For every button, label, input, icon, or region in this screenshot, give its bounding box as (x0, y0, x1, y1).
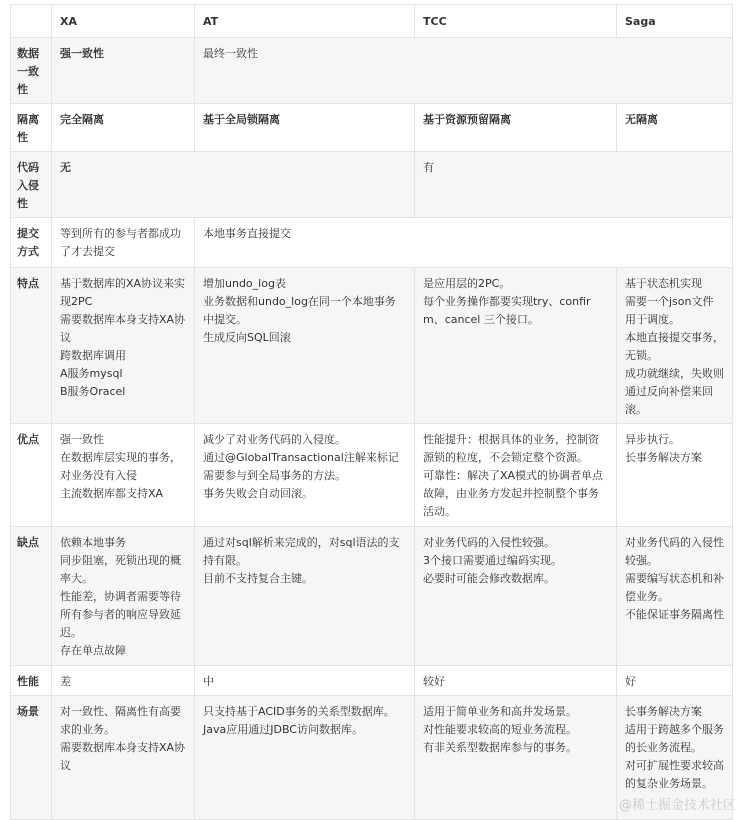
features-saga-line: 本地直接提交事务，无锁。 (625, 331, 724, 362)
row-label-commit: 提交方式 (11, 218, 52, 268)
header-corner (11, 5, 52, 38)
cons-xa-line: 存在单点故障 (60, 644, 126, 657)
intrusion-tcc-saga: 有 (415, 152, 733, 218)
cons-saga-line: 不能保证事务隔离性 (625, 608, 724, 621)
row-label-performance: 性能 (11, 666, 52, 696)
features-tcc (415, 268, 617, 424)
row-intrusion (11, 152, 733, 218)
header-tcc: TCC (415, 5, 617, 38)
row-label-pros: 优点 (11, 424, 52, 527)
header-row (11, 5, 733, 38)
features-saga-line: 成功就继续，失败则通过反向补偿来回滚。 (625, 367, 724, 416)
watermark: @稀土掘金技术社区 (618, 798, 736, 813)
features-tcc-line: 是应用层的2PC。 (423, 277, 511, 290)
row-commit (11, 218, 733, 268)
pros-at-line: 减少了对业务代码的入侵度。 (203, 433, 346, 446)
scenarios-tcc-line: 对性能要求较高的短业务流程。 (423, 723, 577, 736)
cons-tcc-line: 对业务代码的入侵性较强。 (423, 536, 555, 549)
pros-saga-line: 长事务解决方案 (625, 451, 702, 464)
performance-saga: 好 (617, 666, 733, 696)
features-xa-line: B服务Oracel (60, 385, 126, 398)
pros-xa-line: 强一致性 (60, 433, 104, 446)
scenarios-tcc-line: 适用于简单业务和高并发场景。 (423, 705, 577, 718)
intrusion-xa-at: 无 (52, 152, 415, 218)
consistency-xa: 强一致性 (52, 38, 195, 104)
pros-tcc-line: 可靠性：解决了XA模式的协调者单点故障，由业务方发起并控制整个事务活动。 (423, 469, 604, 518)
cons-tcc (415, 527, 617, 666)
pros-xa (52, 424, 195, 527)
cons-at-line: 目前不支持复合主键。 (203, 572, 313, 585)
scenarios-xa-line: 对一致性、隔离性有高要求的业务。 (60, 705, 181, 736)
row-label-features: 特点 (11, 268, 52, 424)
cons-xa-line: 性能差，协调者需要等待所有参与者的响应导致延迟。 (60, 590, 181, 639)
pros-saga (617, 424, 733, 527)
scenarios-saga-line: 适用于跨越多个服务的长业务流程。 (625, 723, 724, 754)
performance-at: 中 (195, 666, 415, 696)
pros-xa-line: 主流数据库都支持XA (60, 487, 164, 500)
row-label-intrusion: 代码入侵性 (11, 152, 52, 218)
scenarios-tcc-line: 有非关系型数据库参与的事务。 (423, 741, 577, 754)
features-tcc-line: 每个业务操作都要实现try、confirm、cancel 三个接口。 (423, 295, 591, 326)
commit-xa: 等到所有的参与者都成功了才去提交 (52, 218, 195, 268)
header-saga: Saga (617, 5, 733, 38)
performance-tcc: 较好 (415, 666, 617, 696)
scenarios-xa (52, 696, 195, 820)
features-xa-line: 需要数据库本身支持XA协议 (60, 313, 186, 344)
pros-saga-line: 异步执行。 (625, 433, 680, 446)
features-saga-line: 基于状态机实现 (625, 277, 702, 290)
commit-others: 本地事务直接提交 (195, 218, 733, 268)
performance-xa: 差 (52, 666, 195, 696)
scenarios-saga-line: 对可扩展性要求较高的复杂业务场景。 (625, 759, 724, 790)
isolation-at: 基于全局锁隔离 (195, 104, 415, 152)
pros-tcc-line: 性能提升：根据具体的业务，控制资源锁的粒度，不会锁定整个资源。 (423, 433, 599, 464)
scenarios-at-line: Java应用通过JDBC访问数据库。 (203, 723, 363, 736)
cons-saga (617, 527, 733, 666)
scenarios-at-line: 只支持基于ACID事务的关系型数据库。 (203, 705, 395, 718)
isolation-xa: 完全隔离 (52, 104, 195, 152)
scenarios-saga-line: 长事务解决方案 (625, 705, 702, 718)
pros-at (195, 424, 415, 527)
cons-saga-line: 需要编写状态机和补偿业务。 (625, 572, 724, 603)
row-label-cons: 缺点 (11, 527, 52, 666)
cons-saga-line: 对业务代码的入侵性较强。 (625, 536, 724, 567)
cons-tcc-line: 3个接口需要通过编码实现。 (423, 554, 562, 567)
row-performance (11, 666, 733, 696)
header-at: AT (195, 5, 415, 38)
scenarios-xa-line: 需要数据库本身支持XA协议 (60, 741, 186, 772)
isolation-saga: 无隔离 (617, 104, 733, 152)
header-xa: XA (52, 5, 195, 38)
features-xa-line: 基于数据库的XA协议来实现2PC (60, 277, 186, 308)
features-xa (52, 268, 195, 424)
scenarios-tcc (415, 696, 617, 820)
features-xa-line: 跨数据库调用 (60, 349, 126, 362)
row-isolation (11, 104, 733, 152)
features-saga (617, 268, 733, 424)
cons-tcc-line: 必要时可能会修改数据库。 (423, 572, 555, 585)
scenarios-at (195, 696, 415, 820)
row-label-isolation: 隔离性 (11, 104, 52, 152)
features-saga-line: 需要一个json文件用于调度。 (625, 295, 714, 326)
pros-xa-line: 在数据库层实现的事务，对业务没有入侵 (60, 451, 181, 482)
features-at (195, 268, 415, 424)
features-at-line: 业务数据和undo_log在同一个本地事务中提交。 (203, 295, 396, 326)
features-at-line: 增加undo_log表 (203, 277, 286, 290)
row-label-consistency: 数据一致性 (11, 38, 52, 104)
comparison-table (10, 4, 733, 820)
features-at-line: 生成反向SQL回滚 (203, 331, 291, 344)
cons-xa-line: 同步阻塞，死锁出现的概率大。 (60, 554, 181, 585)
cons-at (195, 527, 415, 666)
pros-tcc (415, 424, 617, 527)
row-consistency (11, 38, 733, 104)
pros-at-line: 通过@GlobalTransactional注解来标记需要参与到全局事务的方法。 (203, 451, 399, 482)
row-cons (11, 527, 733, 666)
pros-at-line: 事务失败会自动回滚。 (203, 487, 313, 500)
cons-xa-line: 依赖本地事务 (60, 536, 126, 549)
row-pros (11, 424, 733, 527)
consistency-others: 最终一致性 (195, 38, 733, 104)
isolation-tcc: 基于资源预留隔离 (415, 104, 617, 152)
row-features (11, 268, 733, 424)
cons-at-line: 通过对sql解析来完成的，对sql语法的支持有限。 (203, 536, 400, 567)
cons-xa (52, 527, 195, 666)
row-label-scenarios: 场景 (11, 696, 52, 820)
features-xa-line: A服务mysql (60, 367, 123, 380)
